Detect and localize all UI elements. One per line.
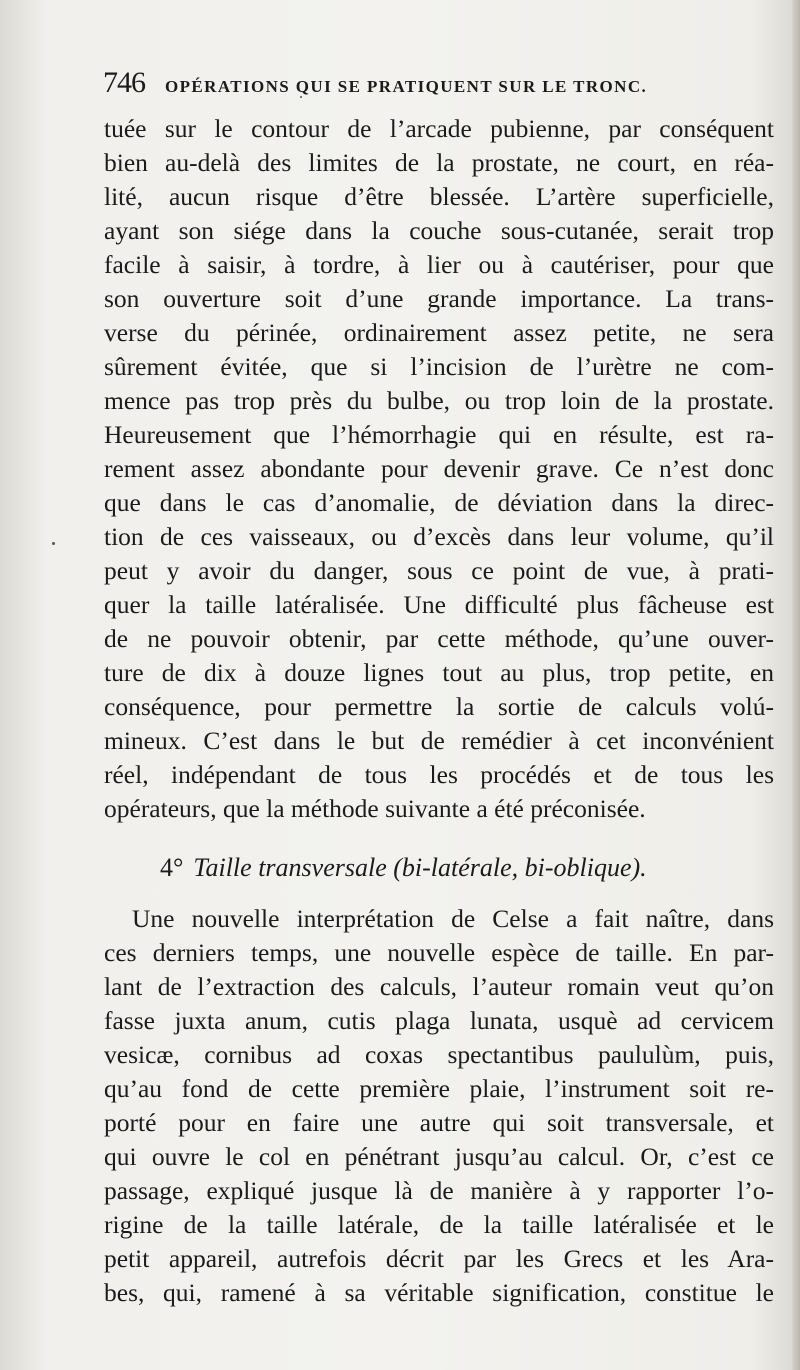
body-line-12: que dans le cas d’anomalie, de déviation dans la direc- (104, 488, 774, 517)
body-line-18: conséquence, pour permettre la sortie de calculs volú- (104, 692, 774, 721)
section-title: Taille transversale (bi-latérale, bi-oblique). (193, 853, 647, 882)
page-number: 746 (103, 66, 145, 99)
section-line-9: passage, expliqué jusque là de manière à y rapporter l’o- (104, 1176, 774, 1205)
body-line-20: réel, indépendant de tous les procédés et de tous les (104, 760, 774, 789)
body-line-10: Heureusement que l’hémorrhagie qui en résulte, est ra- (104, 420, 774, 449)
body-line-21: opérateurs, que la méthode suivante a été préconisée. (104, 794, 646, 823)
section-line-7: porté pour en faire une autre qui soit transversale, et (104, 1108, 774, 1137)
page-header (103, 66, 743, 106)
body-line-5: facile à saisir, à tordre, à lier ou à cautériser, pour que (104, 250, 774, 279)
section-line-3: lant de l’extraction des calculs, l’auteur romain veut qu’on (104, 972, 774, 1001)
section-line-8: qui ouvre le col en pénétrant jusqu’au calcul. Or, c’est ce (104, 1142, 774, 1171)
section-line-6: qu’au fond de cette première plaie, l’instrument soit re- (104, 1074, 774, 1103)
body-line-8: sûrement évitée, que si l’incision de l’urètre ne com- (104, 352, 774, 381)
body-line-13: tion de ces vaisseaux, ou d’excès dans leur volume, qu’il (104, 522, 774, 551)
body-line-9: mence pas trop près du bulbe, ou trop loin de la prostate. (104, 386, 774, 415)
section-line-1: Une nouvelle interprétation de Celse a fait naître, dans (132, 904, 774, 933)
running-head: OPÉRATIONS QUI SE PRATIQUENT SUR LE TRONC. (165, 77, 648, 96)
body-line-1: tuée sur le contour de l’arcade pubienne, par conséquent (104, 114, 774, 143)
body-line-11: rement assez abondante pour devenir grave. Ce n’est donc (104, 454, 774, 483)
body-line-6: son ouverture soit d’une grande importance. La trans- (104, 284, 774, 313)
body-line-7: verse du périnée, ordinairement assez petite, ne sera (104, 318, 774, 347)
section-line-2: ces derniers temps, une nouvelle espèce de taille. En par- (104, 938, 774, 967)
body-line-16: de ne pouvoir obtenir, par cette méthode, qu’une ouver- (104, 624, 774, 653)
body-line-15: quer la taille latéralisée. Une difficulté plus fâcheuse est (104, 590, 774, 619)
section-heading (160, 851, 760, 885)
body-line-17: ture de dix à douze lignes tout au plus, trop petite, en (104, 658, 774, 687)
section-line-4: fasse juxta anum, cutis plaga lunata, usquè ad cervicem (104, 1006, 774, 1035)
body-line-19: mineux. C’est dans le but de remédier à cet inconvénient (104, 726, 774, 755)
section-line-11: petit appareil, autrefois décrit par les Grecs et les Ara- (104, 1244, 774, 1273)
section-number: 4° (160, 853, 184, 882)
page-edge-shadow (792, 0, 800, 1370)
section-line-12: bes, qui, ramené à sa véritable signification, constitue le (104, 1278, 774, 1307)
print-speck (52, 542, 55, 545)
section-line-5: vesicæ, cornibus ad coxas spectantibus paululùm, puis, (104, 1040, 774, 1069)
section-line-10: rigine de la taille latérale, de la taille latéralisée et le (104, 1210, 774, 1239)
body-line-2: bien au-delà des limites de la prostate, ne court, en réa- (104, 148, 774, 177)
body-line-4: ayant son siége dans la couche sous-cutanée, serait trop (104, 216, 774, 245)
body-line-14: peut y avoir du danger, sous ce point de vue, à prati- (104, 556, 774, 585)
print-speck (300, 96, 302, 98)
body-line-3: lité, aucun risque d’être blessée. L’artère superficielle, (104, 182, 774, 211)
